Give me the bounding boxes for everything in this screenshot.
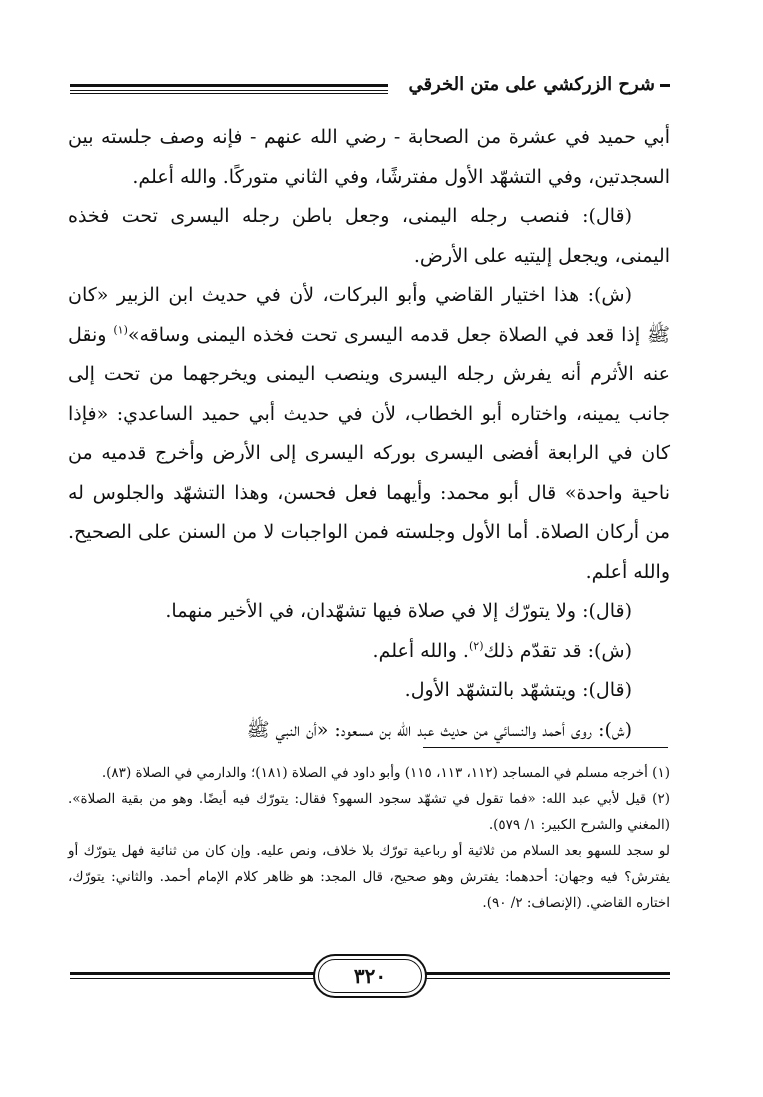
paragraph-text: (ش): هذا اختيار القاضي وأبو البركات، لأن في حديث ابن الزبير «كان ﷺ إذا قعد في الصلاة جعل قدمه اليسرى تحت فخذه اليمنى وساقه» — [68, 284, 670, 346]
header-rule — [70, 90, 388, 91]
page-footer — [70, 950, 670, 1000]
header-rule — [70, 84, 388, 87]
paragraph — [68, 632, 670, 672]
paragraph-text: . والله أعلم. — [372, 639, 469, 662]
paragraph-text: ونقل عنه الأثرم أنه يفرش رجله اليسرى وينصب اليمنى ويخرجهما من تحت إلى جانب يمينه، واختاره أبو الخطاب، لأن في حديث أبي حميد الساعدي: «فإذا كان في الرابعة أفضى اليسرى بوركه اليسرى إلى الأرض وأخرج قدميه من ناحية واحدة» قال أبو محمد: وأيهما فعل فحسن، وهذا التشهّد والجلوس له من أركان الصلاة. أما الأول وجلسته فمن الواجبات لا من السنن على الصحيح. والله أعلم. — [68, 323, 670, 583]
footnote-separator — [423, 747, 668, 748]
running-title: شرح الزركشي على متن الخرقي — [408, 74, 655, 95]
paragraph — [68, 276, 670, 592]
paragraph: (قال): ولا يتورّك إلا في صلاة فيها تشهّدان، في الأخير منهما. — [165, 600, 632, 622]
footnote: لو سجد للسهو بعد السلام من ثلاثية أو رباعية تورّك بلا خلاف، ونص عليه. وإن كان من ثنائية فهل يتورّك أو يفترش؟ فيه وجهان: أحدهما: يفترش وهو صحيح، قال المجد: هو ظاهر كلام الإمام أحمد. والثاني: يتورّك، اختاره القاضي. (الإنصاف: ٢/ ٩٠). — [68, 843, 670, 911]
page-number: ٣٢٠ — [353, 964, 387, 988]
page-number-badge — [313, 954, 427, 998]
paragraph: (قال): ويتشهّد بالتشهّد الأول. — [404, 679, 632, 701]
paragraph-text: (ش): قد تقدّم ذلك — [483, 639, 632, 662]
footnote: (٢) قيل لأبي عبد الله: «فما تقول في تشهّد سجود السهو؟ فقال: يتورّك فيه أيضًا. وهو من بقية الصلاة». (المغني والشرح الكبير: ١/ ٥٧٩). — [68, 791, 670, 833]
footnote: (١) أخرجه مسلم في المساجد (١١٢، ١١٣، ١١٥) وأبو داود في الصلاة (١٨١)؛ والدارمي في الصلاة (٨٣). — [101, 765, 670, 781]
main-text — [68, 118, 670, 750]
paragraph: (ش): روى أحمد والنسائي من حديث عبد الله بن مسعود: «أن النبي ﷺ — [246, 718, 632, 741]
footnotes — [68, 760, 670, 916]
footnote-ref[interactable]: (٢) — [468, 639, 484, 653]
paragraph: (قال): فنصب رجله اليمنى، وجعل باطن رجله اليسرى تحت فخذه اليمنى، ويجعل إليتيه على الأرض. — [68, 205, 670, 267]
paragraph: أبي حميد في عشرة من الصحابة - رضي الله عنهم - فإنه وصف جلسته بين السجدتين، وفي التشهّد الأول مفترشًا، وفي الثاني متوركًا. والله أعلم. — [68, 126, 670, 188]
running-header — [70, 60, 670, 110]
footnote-ref[interactable]: (١) — [113, 323, 128, 337]
header-rule — [70, 93, 388, 94]
header-dash — [660, 84, 670, 87]
